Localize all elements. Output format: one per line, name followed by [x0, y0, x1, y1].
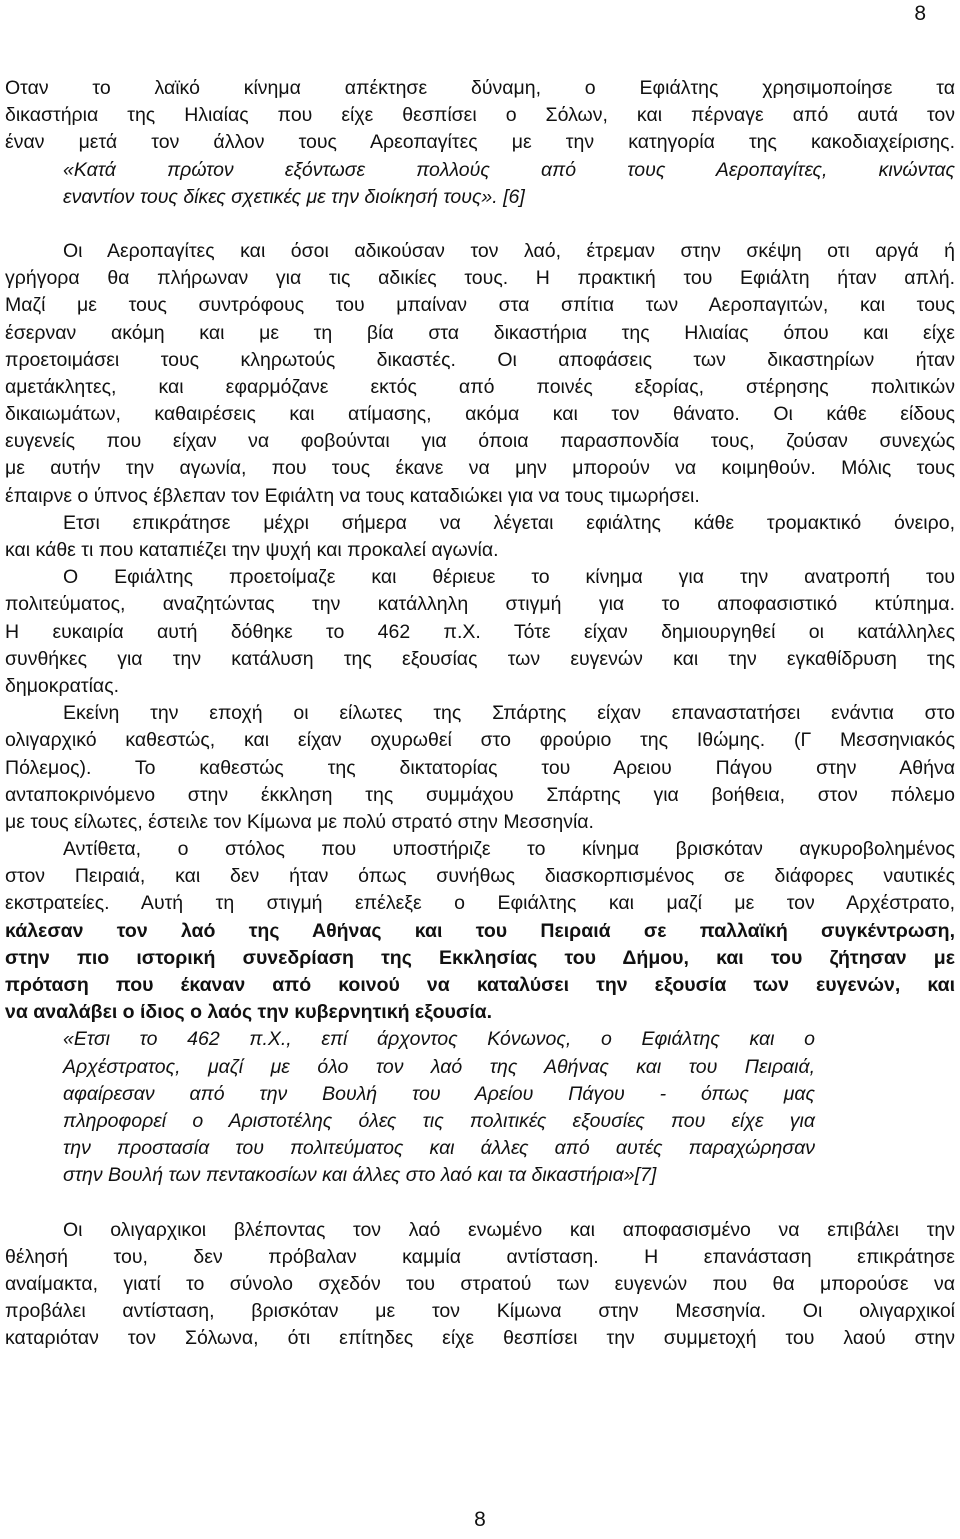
text-line: Αρχέστρατος, μαζί με όλο τον λαό της Αθήνας και του Πειραιά,: [63, 1055, 815, 1078]
text-line: δημοκρατίας.: [5, 674, 120, 697]
text-line: πρόταση που έκαναν από κοινού να καταλύσει την εξουσία των ευγενών, και: [5, 974, 955, 996]
text-line: έσερναν ακόμη και με τη βία στα δικαστήρια της Ηλιαίας όπου και είχε: [5, 321, 955, 344]
text-line: και κάθε τι που καταπιέζει την ψυχή και προκαλεί αγωνία.: [5, 539, 499, 561]
text-line: καταριόταν τον Σόλωνα, ότι επίτηδες είχε θεσπίσει την συμμετοχή του λαού στην: [5, 1327, 955, 1350]
text-line: ανταποκρινόμενο στην έκκληση της συμμάχου Σπάρτης για βοήθεια, στον πόλεμο: [5, 783, 955, 806]
text-line: προετοιμάσει τους κληρωτούς δικαστές. Οι αποφάσεις των δικαστηρίων ήταν: [5, 348, 955, 371]
paragraph-gap: [5, 1190, 955, 1217]
text-line: δικαιωμάτων, καθαιρέσεις και ατίμασης, ακόμα και τον θάνατο. Οι κάθε είδους: [5, 403, 955, 426]
text-line: με αυτήν την αγωνία, που τους έκανε να μην μπορούν να κοιμηθούν. Μόλις τους: [5, 457, 955, 480]
text-line: Οι Αεροπαγίτες και όσοι αδικούσαν τον λαό, έτρεμαν στην σκέψη οτι αργά ή: [63, 239, 955, 262]
paragraph-gap: [5, 211, 955, 238]
text-line: πληροφορεί ο Αριστοτέλης όλες τις πολιτικές εξουσίες που είχε για: [63, 1109, 815, 1132]
text-line: αμετάκλητες, και εφαρμόζανε εκτός από ποινές εξορίας, στέρησης πολιτικών: [5, 375, 955, 398]
text-line: Ο Εφιάλτης προετοίμαζε και θέριευε το κίνημα για την ανατροπή του: [63, 566, 955, 589]
text-line: κάλεσαν τον λαό της Αθήνας και του Πειραιά σε παλλαϊκή συγκέντρωση,: [5, 919, 955, 942]
text-line: ολιγαρχικό καθεστώς, και είχαν οχυρωθεί στο φρούριο της Ιθώμης. (Γ Μεσσηνιακός: [5, 729, 955, 752]
text-line: συνθήκες για την κατάλυση της εξουσίας των ευγενών και την εγκαθίδρυση της: [5, 647, 955, 670]
text-line: «Ετσι το 462 π.Χ., επί άρχοντος Κόνωνος, ο Εφιάλτης και ο: [63, 1028, 815, 1051]
text-line: έναν μετά τον άλλον τους Αρεοπαγίτες με την κατηγορία της κακοδιαχείρισης.: [5, 131, 955, 154]
page-number-bottom: 8: [474, 1508, 486, 1531]
text-line: στον Πειραιά, και δεν ήταν όπως συνήθως διασκορπισμένος σε διάφορες ναυτικές: [5, 865, 955, 888]
text-line: πολιτεύματος, αναζητώντας την κατάλληλη στιγμή για το αποφασιστικό κτύπημα.: [5, 593, 955, 616]
text-line: αναίμακτα, γιατί το σύνολο σχεδόν του στρατού των ευγενών που θα μπορούσε να: [5, 1272, 955, 1295]
text-line: Οταν το λαϊκό κίνημα απέκτησε δύναμη, ο Εφιάλτης χρησιμοποίησε τα: [5, 77, 955, 99]
text-line: Εκείνη την εποχή οι είλωτες της Σπάρτης είχαν επαναστατήσει ενάντια στο: [63, 702, 955, 725]
text-line: εκστρατείες. Αυτή τη στιγμή επέλεξε ο Εφιάλτης και μαζί με τον Αρχέστρατο,: [5, 892, 955, 915]
text-line: αφαίρεσαν από την Βουλή του Αρείου Πάγου - όπως μας: [63, 1082, 815, 1105]
text-line: θέλησή του, δεν πρόβαλαν καμμία αντίσταση. Η επανάσταση επικράτησε: [5, 1245, 955, 1268]
text-line: Η ευκαιρία αυτή δόθηκε το 462 π.Χ. Τότε είχαν δημιουργηθεί οι κατάλληλες: [5, 620, 955, 643]
text-line: Αντίθετα, ο στόλος που υποστήριζε το κίνημα βρισκόταν αγκυροβολημένος: [63, 838, 955, 861]
page-number-top: 8: [914, 2, 926, 25]
text-line: προβάλει αντίσταση, βρισκόταν με τον Κίμωνα στην Μεσσηνία. Οι ολιγαρχικοί: [5, 1300, 955, 1323]
text-line: Πόλεμος). Το καθεστώς της δικτατορίας του Αρειου Πάγου στην Αθήνα: [5, 756, 955, 779]
text-line: έπαιρνε ο ύπνος έβλεπαν τον Εφιάλτη να τους καταδιώκει για να τους τιμωρήσει.: [5, 484, 700, 507]
text-line: με τους είλωτες, έστειλε τον Κίμωνα με πολύ στρατό στην Μεσσηνία.: [5, 810, 594, 833]
text-line: Ετσι επικράτησε μέχρι σήμερα να λέγεται εφιάλτης κάθε τρομακτικό όνειρο,: [63, 511, 955, 534]
text-line: να αναλάβει ο ίδιος ο λαός την κυβερνητική εξουσία.: [5, 1001, 493, 1024]
text-line: στην πιο ιστορική συνεδρίαση της Εκκλησίας του Δήμου, και του ζήτησαν με: [5, 946, 955, 969]
text-line: ευγενείς που είχαν να φοβούνται για όποια παρασπονδία τους, ζούσαν συνεχώς: [5, 430, 955, 453]
text-line: Μαζί με τους συντρόφους του μπαίναν στα σπίτια των Αεροπαγιτών, και τους: [5, 294, 955, 317]
text-line: «Κατά πρώτον εξόντωσε πολλούς από τους Αεροπαγίτες, κινώντας: [63, 158, 955, 181]
text-line: εναντίον τους δίκες σχετικές με την διοίκησή τους». [6]: [63, 185, 525, 208]
text-line: την προστασία του πολιτεύματος και άλλες από αυτές παραχώρησαν: [63, 1137, 815, 1160]
text-line: δικαστήρια της Ηλιαίας που είχε θεσπίσει ο Σόλων, και πέρναγε από αυτά τον: [5, 104, 955, 127]
text-line: Οι ολιγαρχικοι βλέποντας τον λαό ενωμένο και αποφασισμένο να επιβάλει την: [63, 1218, 955, 1241]
body-text: [5, 75, 955, 1352]
text-line: στην Βουλή των πεντακοσίων και άλλες στο λαό και τα δικαστήρια»[7]: [63, 1164, 657, 1187]
text-line: γρήγορα θα πλήρωναν για τις αδικίες τους. Η πρακτική του Εφιάλτη ήταν απλή.: [5, 267, 955, 290]
